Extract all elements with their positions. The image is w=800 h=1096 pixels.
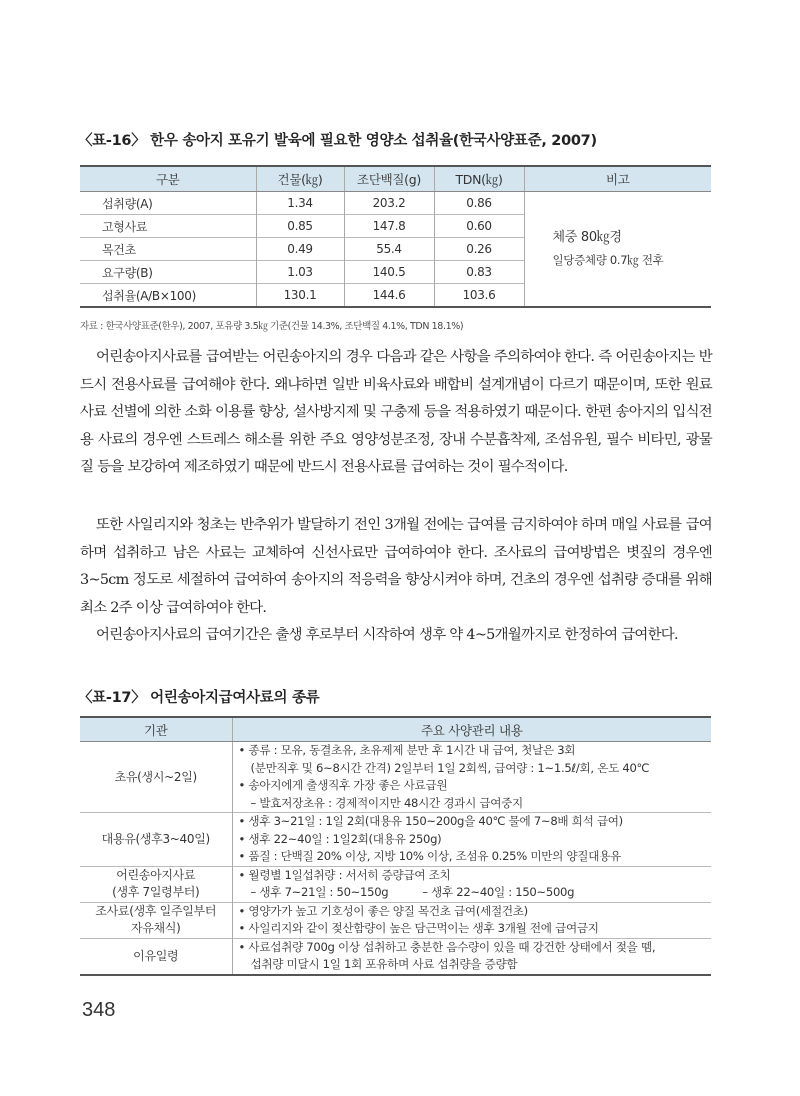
row-label: 목건초 <box>80 238 256 261</box>
table-row <box>80 192 711 215</box>
table-row <box>80 902 711 938</box>
header-remarks: 비고 <box>524 166 711 192</box>
cell-tdn: 0.86 <box>434 192 524 215</box>
feed-category-label: (생후 7일령부터) <box>112 885 200 899</box>
body-paragraph-3: 어린송아지사료의 급여기간은 출생 후로부터 시작하여 생후 약 4~5개월까지로 한정하여 급여한다. <box>96 627 678 643</box>
row-label: 섭취율(A/B×100) <box>80 284 256 308</box>
cell-tdn: 0.26 <box>434 238 524 261</box>
management-content-cell <box>232 938 711 975</box>
content-line: 섭취량 미달시 1일 1회 포유하며 사료 섭취량을 증량함 <box>250 957 518 971</box>
content-line: • 사료섭취량 700g 이상 섭취하고 충분한 음수량이 있을 때 강건한 상태에서 젖을 뗌, <box>238 939 656 954</box>
content-line: – 생후 7~21일 : 50~150g – 생후 22~40일 : 150~500g <box>250 885 575 899</box>
table-body <box>80 742 711 975</box>
content-line: • 영양가가 높고 기호성이 좋은 양질 목건초 급여(세절건초) <box>238 903 528 918</box>
feed-category-label: 어린송아지사료 <box>116 868 196 882</box>
content-line: • 품질 : 단백질 20% 이상, 지방 10% 이상, 조섬유 0.25% 미만의 양질대용유 <box>238 849 621 863</box>
table-header-row <box>80 166 711 192</box>
cell-tdn: 0.60 <box>434 215 524 238</box>
content-line: • 사일리지와 같이 젖산함량이 높은 담근먹이는 생후 3개월 전에 급여금지 <box>238 921 599 935</box>
content-line: • 생후 22~40일 : 1일2회(대용유 250g) <box>238 831 442 846</box>
cell-crude-protein: 140.5 <box>344 261 434 284</box>
cell-crude-protein: 147.8 <box>344 215 434 238</box>
table-row <box>80 742 711 813</box>
row-label: 섭취량(A) <box>80 192 256 215</box>
content-line: • 종류 : 모유, 동결초유, 초유제제 분만 후 1시간 내 급여, 첫날은 3회 <box>238 743 576 757</box>
cell-crude-protein: 144.6 <box>344 284 434 308</box>
remarks-weight: 체중 80㎏경 <box>552 230 622 245</box>
content-line: • 송아지에게 출생직후 가장 좋은 사료급원 <box>238 778 448 792</box>
feed-category-cell <box>80 902 232 938</box>
header-dry-matter: 건물(㎏) <box>256 166 344 192</box>
feed-category-label: 대용유(생후3~40일) <box>101 831 210 846</box>
feed-category-label: 조사료(생후 일주일부터 <box>95 904 217 918</box>
management-content-cell <box>232 742 711 813</box>
header-category: 구분 <box>80 166 256 192</box>
cell-crude-protein: 203.2 <box>344 192 434 215</box>
calf-feed-types-table <box>80 716 711 976</box>
table-row <box>80 866 711 902</box>
table-16-caption: 〈표-16〉 한우 송아지 포유기 발육에 필요한 영양소 섭취율(한국사양표준, 2007) <box>78 133 597 149</box>
cell-crude-protein: 55.4 <box>344 238 434 261</box>
row-label: 고형사료 <box>80 215 256 238</box>
cell-dry-matter: 130.1 <box>256 284 344 308</box>
content-line: • 월령별 1일섭취량 : 서서히 증량급여 조치 <box>238 867 451 882</box>
table-row <box>80 938 711 975</box>
cell-tdn: 103.6 <box>434 284 524 308</box>
cell-dry-matter: 0.85 <box>256 215 344 238</box>
feed-category-cell <box>80 742 232 813</box>
management-content-cell <box>232 902 711 938</box>
remarks-cell <box>524 192 711 308</box>
header-category: 기관 <box>80 717 232 742</box>
remarks-daily-gain: 일당증체량 0.7㎏ 전후 <box>552 253 664 267</box>
management-content-cell <box>232 813 711 867</box>
feed-category-cell <box>80 866 232 902</box>
header-crude-protein: 조단백질(g) <box>344 166 434 192</box>
feed-category-label: 이유일령 <box>133 948 179 963</box>
cell-tdn: 0.83 <box>434 261 524 284</box>
cell-dry-matter: 0.49 <box>256 238 344 261</box>
table-header-row <box>80 717 711 742</box>
cell-dry-matter: 1.34 <box>256 192 344 215</box>
cell-dry-matter: 1.03 <box>256 261 344 284</box>
table-row <box>80 813 711 867</box>
management-content-cell <box>232 866 711 902</box>
body-paragraph-1: 어린송아지사료를 급여받는 어린송아지의 경우 다음과 같은 사항을 주의하여야 한다. 즉 어린송아지는 반드시 전용사료를 급여해야 한다. 왜냐하면 일반 비육사료와 배합비 설계개념이 다르기 때문이며, 또한 원료사료 선별에 의한 소화 이용률 향상, 설사방지제 및 구충제 등을 적용하였기 때문이다. 한편 송아지의 입식전용 사료의 경우엔 스트레스 해소를 위한 주요 영양성분조정, 장내 수분흡착제, 조섬유원, 필수 비타민, 광물질 등을 보강하여 제조하였기 때문에 반드시 전용사료를 급여하는 것이 필수적이다. <box>80 349 712 476</box>
header-tdn: TDN(㎏) <box>434 166 524 192</box>
feed-category-cell <box>80 938 232 975</box>
content-line: – 발효저장초유 : 경제적이지만 48시간 경과시 급여중지 <box>250 795 523 810</box>
table-17-caption: 〈표-17〉 어린송아지급여사료의 종류 <box>78 690 320 706</box>
feed-category-label: 자유채식) <box>130 921 181 935</box>
feed-category-label: 초유(생시~2일) <box>114 769 197 784</box>
table-source-note: 자료 : 한국사양표준(한우), 2007, 포유량 3.5㎏ 기준(건물 14.3%, 조단백질 4.1%, TDN 18.1%) <box>80 321 464 332</box>
feed-category-cell <box>80 813 232 867</box>
nutrient-intake-table <box>80 165 711 308</box>
header-management-content: 주요 사양관리 내용 <box>232 717 711 742</box>
content-line: • 생후 3~21일 : 1일 2회(대용유 150~200g을 40℃ 물에 7~8배 희석 급여) <box>238 814 623 828</box>
body-paragraph-2: 또한 사일리지와 청초는 반추위가 발달하기 전인 3개월 전에는 급여를 금지하여야 하며 매일 사료를 급여하며 섭취하고 남은 사료는 교체하여 신선사료만 급여하여야 한다. 조사료의 급여방법은 볏짚의 경우엔 3~5cm 정도로 세절하여 급여하여 송아지의 적응력을 향상시켜야 하며, 건초의 경우엔 섭취량 증대를 위해 최소 2주 이상 급여하여야 한다. <box>80 517 712 616</box>
content-line: (분만직후 및 6~8시간 간격) 2일부터 1일 2회씩, 급여량 : 1~1.5ℓ/회, 온도 40℃ <box>250 760 650 775</box>
row-label: 요구량(B) <box>80 261 256 284</box>
page-number: 348 <box>82 999 116 1021</box>
